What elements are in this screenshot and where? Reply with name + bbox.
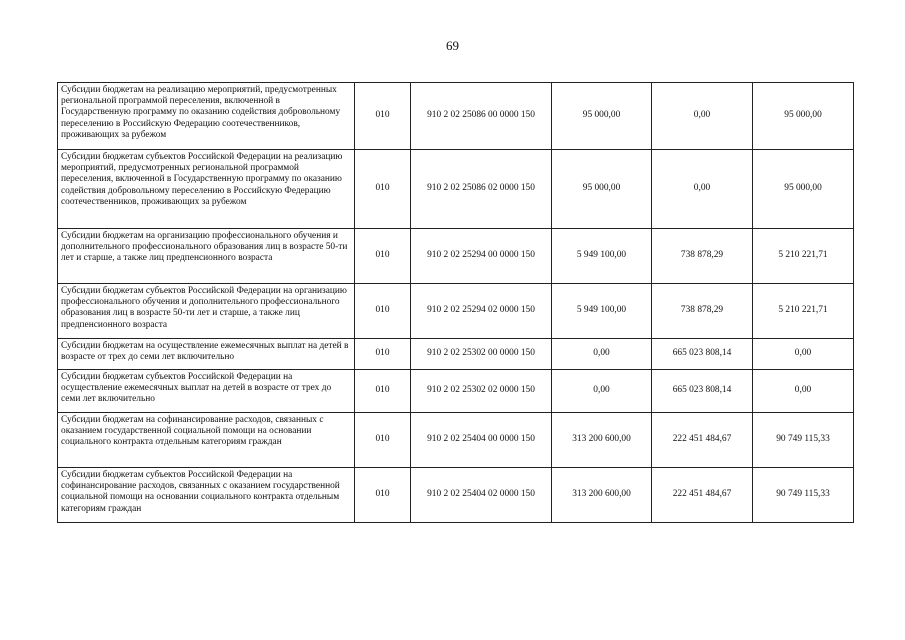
row-kbk-cell: 910 2 02 25086 02 0000 150 — [411, 150, 552, 229]
table-row — [58, 413, 854, 468]
row-name-cell: Субсидии бюджетам на реализацию мероприятий, предусмотренных региональной программой переселения, включенной в Государственную программу по оказанию содействия добровольному переселению в Российскую Федерацию соотечественников, проживающих за рубежом — [58, 83, 355, 150]
row-name-cell: Субсидии бюджетам субъектов Российской Федерации на осуществление ежемесячных выплат на детей в возрасте от трех до семи лет включительно — [58, 370, 355, 413]
row-kbk-cell: 910 2 02 25302 00 0000 150 — [411, 339, 552, 370]
table-row — [58, 339, 854, 370]
row-code-cell: 010 — [355, 339, 411, 370]
table-row — [58, 229, 854, 284]
row-code-cell: 010 — [355, 413, 411, 468]
table-row — [58, 370, 854, 413]
table-row — [58, 284, 854, 339]
row-kbk-cell: 910 2 02 25404 00 0000 150 — [411, 413, 552, 468]
row-kbk-cell: 910 2 02 25404 02 0000 150 — [411, 468, 552, 523]
row-plan-cell: 95 000,00 — [552, 150, 652, 229]
row-executed-cell: 665 023 808,14 — [652, 370, 753, 413]
row-code-cell: 010 — [355, 229, 411, 284]
row-executed-cell: 665 023 808,14 — [652, 339, 753, 370]
row-code-cell: 010 — [355, 370, 411, 413]
row-name-cell: Субсидии бюджетам на осуществление ежемесячных выплат на детей в возрасте от трех до семи лет включительно — [58, 339, 355, 370]
row-name-cell: Субсидии бюджетам на организацию профессионального обучения и дополнительного профессионального образования лиц в возрасте 50-ти лет и старше, а также лиц предпенсионного возраста — [58, 229, 355, 284]
row-code-cell: 010 — [355, 468, 411, 523]
row-name-cell: Субсидии бюджетам на софинансирование расходов, связанных с оказанием государственной социальной помощи на основании социального контракта отдельным категориям граждан — [58, 413, 355, 468]
row-plan-cell: 0,00 — [552, 370, 652, 413]
row-plan-cell: 5 949 100,00 — [552, 229, 652, 284]
row-code-cell: 010 — [355, 83, 411, 150]
row-remaining-cell: 5 210 221,71 — [753, 229, 854, 284]
row-kbk-cell: 910 2 02 25086 00 0000 150 — [411, 83, 552, 150]
row-kbk-cell: 910 2 02 25302 02 0000 150 — [411, 370, 552, 413]
row-executed-cell: 738 878,29 — [652, 229, 753, 284]
row-plan-cell: 95 000,00 — [552, 83, 652, 150]
row-name-cell: Субсидии бюджетам субъектов Российской Федерации на софинансирование расходов, связанных с оказанием государственной социальной помощи на основании социального контракта отдельным категориям граждан — [58, 468, 355, 523]
row-remaining-cell: 0,00 — [753, 339, 854, 370]
row-code-cell: 010 — [355, 284, 411, 339]
row-remaining-cell: 90 749 115,33 — [753, 413, 854, 468]
row-name-cell: Субсидии бюджетам субъектов Российской Федерации на реализацию мероприятий, предусмотренных региональной программой переселения, включенной в Государственную программу по оказанию содействия добровольному переселению в Российскую Федерацию соотечественников, проживающих за рубежом — [58, 150, 355, 229]
row-executed-cell: 222 451 484,67 — [652, 468, 753, 523]
row-name-cell: Субсидии бюджетам субъектов Российской Федерации на организацию профессионального обучения и дополнительного профессионального образования лиц в возрасте 50-ти лет и старше, а также лиц предпенсионного возраста — [58, 284, 355, 339]
row-plan-cell: 313 200 600,00 — [552, 413, 652, 468]
row-plan-cell: 313 200 600,00 — [552, 468, 652, 523]
row-remaining-cell: 5 210 221,71 — [753, 284, 854, 339]
row-remaining-cell: 90 749 115,33 — [753, 468, 854, 523]
row-remaining-cell: 0,00 — [753, 370, 854, 413]
row-executed-cell: 222 451 484,67 — [652, 413, 753, 468]
table-row — [58, 83, 854, 150]
row-kbk-cell: 910 2 02 25294 00 0000 150 — [411, 229, 552, 284]
table-row — [58, 468, 854, 523]
table-row — [58, 150, 854, 229]
row-executed-cell: 0,00 — [652, 83, 753, 150]
row-executed-cell: 0,00 — [652, 150, 753, 229]
budget-table — [57, 82, 854, 523]
row-executed-cell: 738 878,29 — [652, 284, 753, 339]
row-remaining-cell: 95 000,00 — [753, 150, 854, 229]
page-number: 69 — [446, 38, 459, 53]
row-plan-cell: 0,00 — [552, 339, 652, 370]
row-remaining-cell: 95 000,00 — [753, 83, 854, 150]
row-plan-cell: 5 949 100,00 — [552, 284, 652, 339]
row-code-cell: 010 — [355, 150, 411, 229]
row-kbk-cell: 910 2 02 25294 02 0000 150 — [411, 284, 552, 339]
